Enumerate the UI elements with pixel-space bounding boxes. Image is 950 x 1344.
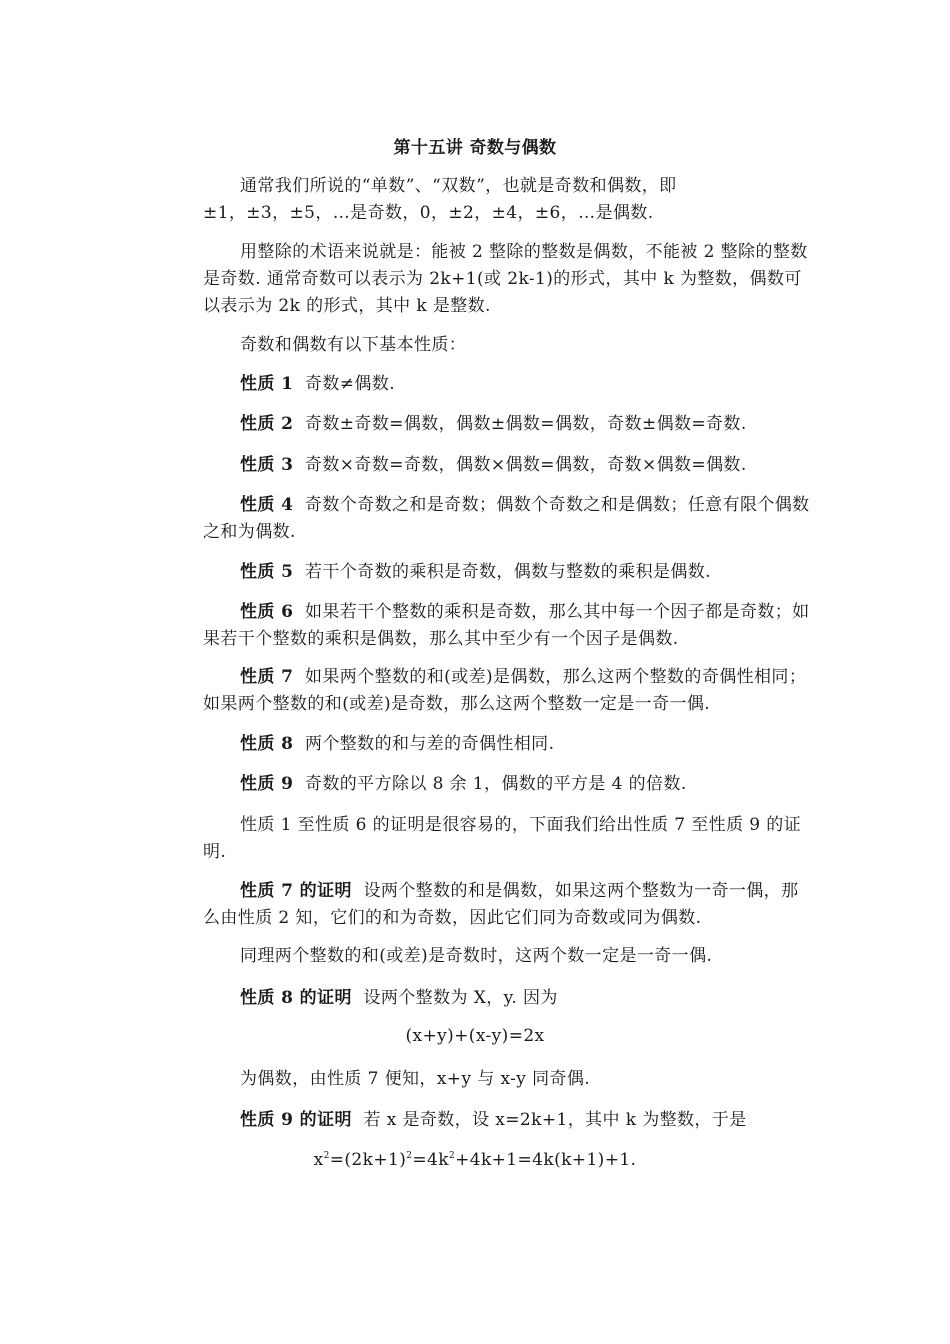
property-label: 性质 9 [240,774,294,794]
property-2 [203,411,813,438]
property-text: 如果两个整数的和(或差)是偶数，那么这两个整数的奇偶性相同；如果两个整数的和(或差)是奇数，那么这两个整数一定是一奇一偶. [203,667,807,714]
property-5 [203,559,813,586]
exponent: 2 [323,1151,330,1161]
proof-7-continued: 同理两个整数的和(或差)是奇数时，这两个数一定是一奇一偶. [240,946,713,966]
page-title: 第十五讲 奇数与偶数 [393,138,557,158]
proof-9 [203,1107,813,1134]
property-label: 性质 5 [240,562,294,582]
proof-8-continued: 为偶数，由性质 7 便知，x+y 与 x-y 同奇偶. [240,1069,591,1089]
property-6 [203,599,813,653]
property-label: 性质 6 [240,602,294,622]
property-text: 奇数×奇数=奇数，偶数×偶数=偶数，奇数×偶数=偶数. [304,455,747,475]
proof-text: 设两个整数为 X，y. 因为 [363,988,558,1008]
eq-part: =4k [412,1150,449,1170]
equation-2 [0,1150,950,1170]
exponent: 2 [448,1151,456,1161]
property-text: 奇数±奇数=偶数，偶数±偶数=偶数，奇数±偶数=奇数. [304,414,747,434]
proof-text: 设两个整数的和是偶数，如果这两个整数为一奇一偶，那么由性质 2 知，它们的和为奇数，因此它们同为奇数或同为偶数. [203,881,799,928]
property-label: 性质 1 [240,374,294,394]
eq-part: +4k+1=4k(k+1)+1. [455,1150,637,1170]
property-text: 奇数的平方除以 8 余 1，偶数的平方是 4 的倍数. [304,774,687,794]
properties-intro: 奇数和偶数有以下基本性质： [240,335,467,355]
property-8 [203,731,813,758]
property-text: 奇数个奇数之和是奇数；偶数个奇数之和是偶数；任意有限个偶数之和为偶数. [203,495,810,542]
proof-text: 若 x 是奇数，设 x=2k+1，其中 k 为整数，于是 [363,1110,747,1130]
property-label: 性质 8 [240,734,294,754]
proof-label: 性质 8 的证明 [240,988,352,1008]
property-7 [203,664,813,718]
property-label: 性质 7 [240,667,294,687]
property-4 [203,492,813,546]
property-label: 性质 2 [240,414,294,434]
eq-part: =(2k+1) [329,1150,407,1170]
proof-8 [203,985,813,1012]
property-text: 如果若干个整数的乘积是奇数，那么其中每一个因子都是奇数；如果若干个整数的乘积是偶数，那么其中至少有一个因子是偶数. [203,602,810,649]
intro-paragraph: 通常我们所说的“单数”、“双数”，也就是奇数和偶数，即±1，±3，±5，…是奇数，0，±2，±4，±6，…是偶数. [203,176,677,223]
property-label: 性质 4 [240,495,294,515]
definition-paragraph: 用整除的术语来说就是：能被 2 整除的整数是偶数，不能被 2 整除的整数是奇数. 通常奇数可以表示为 2k+1(或 2k-1)的形式，其中 k 为整数，偶数可以表示为 2k 的形式，其中 k 是整数. [203,242,808,316]
proof-label: 性质 7 的证明 [240,881,352,901]
property-text: 奇数≠偶数. [304,374,396,394]
property-3 [203,452,813,479]
property-text: 两个整数的和与差的奇偶性相同. [304,734,555,754]
proof-label: 性质 9 的证明 [240,1110,352,1130]
property-9 [203,771,813,798]
proof-intro: 性质 1 至性质 6 的证明是很容易的，下面我们给出性质 7 至性质 9 的证明. [203,815,802,862]
property-text: 若干个奇数的乘积是奇数，偶数与整数的乘积是偶数. [304,562,711,582]
equation-1: (x+y)+(x-y)=2x [405,1026,545,1046]
property-1 [203,371,813,398]
property-label: 性质 3 [240,455,294,475]
proof-7 [203,878,813,932]
eq-part: x [313,1150,324,1170]
exponent: 2 [406,1151,413,1161]
